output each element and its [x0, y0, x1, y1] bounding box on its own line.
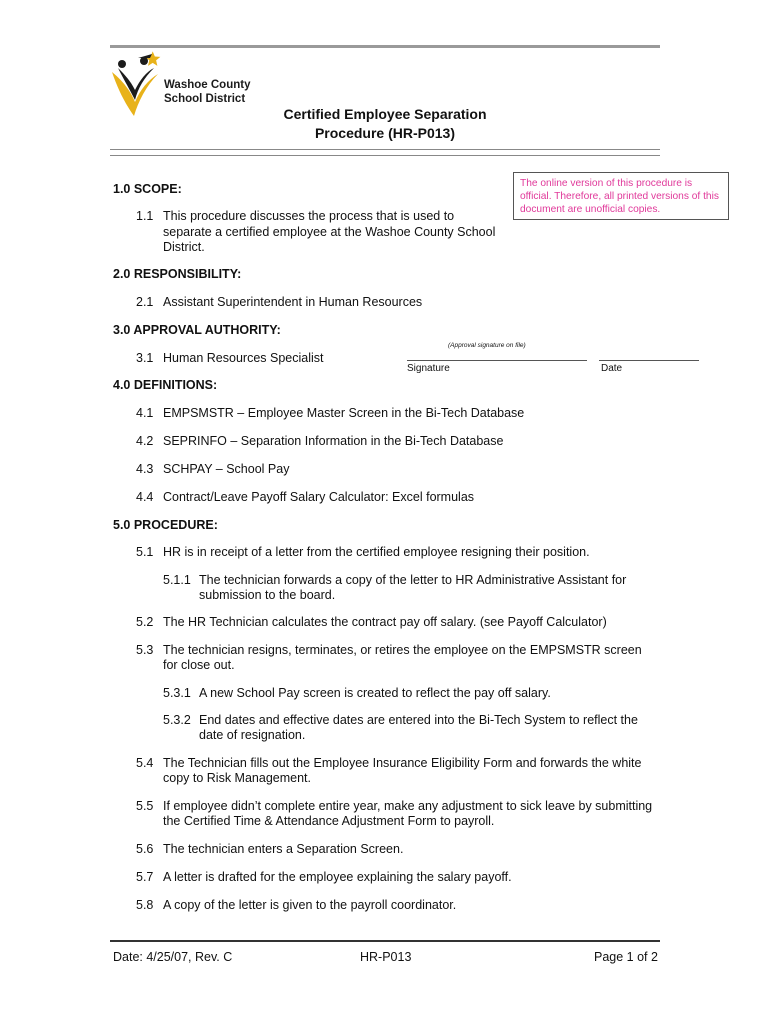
signature-label: Signature [407, 363, 450, 374]
footer-page-number: Page 1 of 2 [594, 950, 658, 964]
procedure-substep-number: 5.3.1 [163, 686, 191, 700]
footer-rule [110, 940, 660, 942]
footer-doc-id: HR-P013 [360, 950, 412, 964]
approval-item-text: Human Resources Specialist [163, 351, 324, 365]
procedure-step-text: The technician resigns, terminates, or retires the employee on the EMPSMSTR screen [163, 643, 642, 657]
scope-item-number: 1.1 [136, 209, 154, 223]
procedure-substep-number: 5.3.2 [163, 713, 191, 727]
logo-figure-icon [108, 50, 168, 120]
definition-text: EMPSMSTR – Employee Master Screen in the Bi-Tech Database [163, 406, 525, 420]
scope-item-text: This procedure discusses the process that is used to separate a certified employee at the Washoe County School District. [163, 209, 496, 254]
procedure-step-text: A copy of the letter is given to the payroll coordinator. [163, 898, 457, 912]
procedure-step-number: 5.1 [136, 545, 154, 559]
approval-note: (Approval signature on file) [448, 342, 526, 349]
definition-text: SCHPAY – School Pay [163, 462, 290, 476]
procedure-substep-text: A new School Pay screen is created to reflect the pay off salary. [199, 686, 551, 700]
scope-heading: 1.0 SCOPE: [113, 182, 182, 196]
logo-line-1: Washoe County [164, 79, 251, 91]
document-title [230, 105, 540, 143]
definition-number: 4.2 [136, 434, 154, 448]
date-line [599, 360, 699, 361]
responsibility-item-text: Assistant Superintendent in Human Resources [163, 295, 423, 309]
footer-date: Date: 4/25/07, Rev. C [113, 950, 233, 964]
title-line-1: Certified Employee Separation [283, 106, 487, 122]
procedure-step-text: the Certified Time & Attendance Adjustment Form to payroll. [163, 814, 495, 828]
logo-line-2: School District [164, 93, 246, 105]
procedure-step-number: 5.3 [136, 643, 154, 657]
official-version-notice: The online version of this procedure is official. Therefore, all printed versions of this document are unofficial copies. [513, 172, 729, 220]
header-rule [110, 149, 660, 156]
definition-number: 4.1 [136, 406, 154, 420]
procedure-step-number: 5.7 [136, 870, 154, 884]
procedure-step-text: HR is in receipt of a letter from the certified employee resigning their position. [163, 545, 590, 559]
definition-text: SEPRINFO – Separation Information in the Bi-Tech Database [163, 434, 504, 448]
definition-text: Contract/Leave Payoff Salary Calculator: Excel formulas [163, 490, 475, 504]
procedure-step-number: 5.4 [136, 756, 154, 770]
procedure-step-number: 5.8 [136, 898, 154, 912]
definitions-heading: 4.0 DEFINITIONS: [113, 378, 218, 392]
procedure-step-text: If employee didn’t complete entire year, make any adjustment to sick leave by submitting [163, 799, 653, 813]
procedure-step-text: The Technician fills out the Employee Insurance Eligibility Form and forwards the white [163, 756, 642, 770]
procedure-substep-text: The technician forwards a copy of the letter to HR Administrative Assistant for [199, 573, 627, 587]
procedure-substep-number: 5.1.1 [163, 573, 191, 587]
title-line-2: Procedure (HR-P013) [314, 125, 456, 141]
procedure-substep-text: date of resignation. [199, 728, 306, 742]
definition-number: 4.3 [136, 462, 154, 476]
procedure-step-text: copy to Risk Management. [163, 771, 311, 785]
signature-line [407, 360, 587, 361]
date-label: Date [601, 363, 623, 374]
procedure-substep-text: End dates and effective dates are entered into the Bi-Tech System to reflect the [199, 713, 638, 727]
procedure-substep-text: submission to the board. [199, 588, 336, 602]
approval-item-number: 3.1 [136, 351, 154, 365]
procedure-step-text: for close out. [163, 658, 235, 672]
procedure-step-text: A letter is drafted for the employee explaining the salary payoff. [163, 870, 512, 884]
procedure-step-text: The technician enters a Separation Screen. [163, 842, 404, 856]
procedure-step-text: The HR Technician calculates the contract pay off salary. (see Payoff Calculator) [163, 615, 607, 629]
procedure-step-number: 5.2 [136, 615, 154, 629]
responsibility-item-number: 2.1 [136, 295, 154, 309]
responsibility-heading: 2.0 RESPONSIBILITY: [113, 267, 242, 281]
procedure-heading: 5.0 PROCEDURE: [113, 518, 218, 532]
procedure-step-number: 5.6 [136, 842, 154, 856]
approval-heading: 3.0 APPROVAL AUTHORITY: [113, 323, 281, 337]
definition-number: 4.4 [136, 490, 154, 504]
procedure-step-number: 5.5 [136, 799, 154, 813]
top-rule [110, 45, 660, 48]
